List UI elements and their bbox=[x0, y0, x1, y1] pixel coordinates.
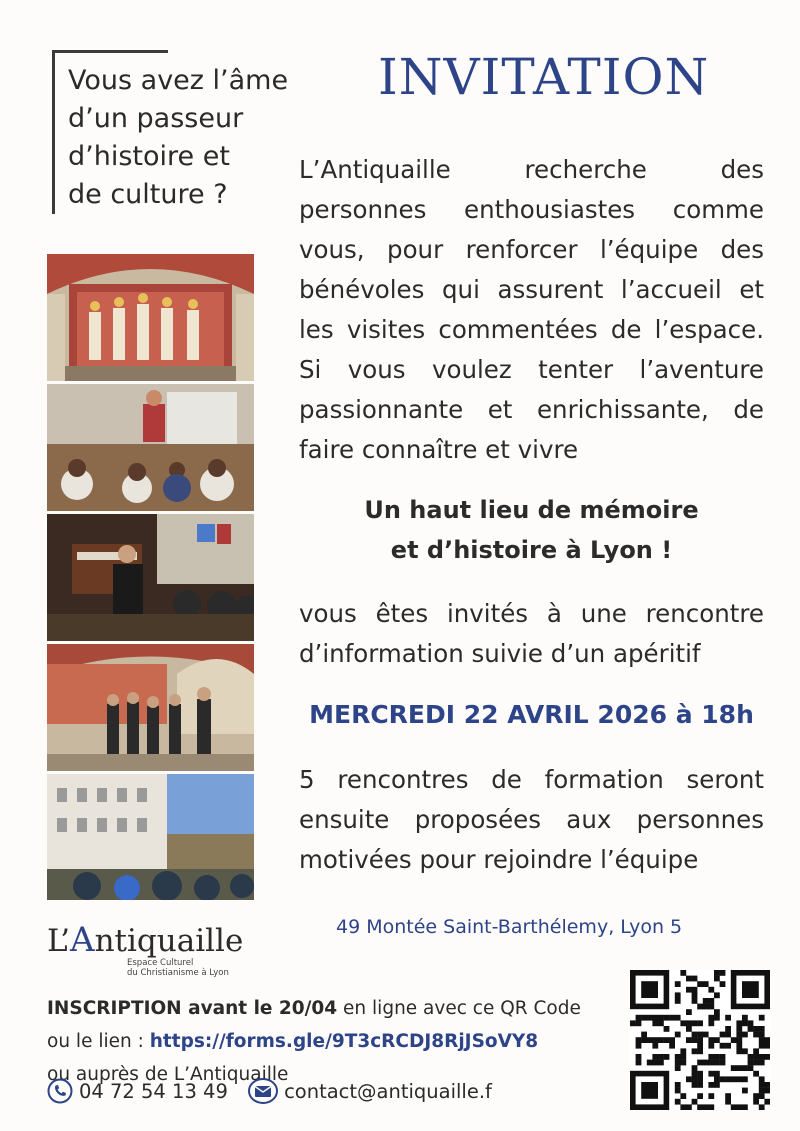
paragraph-line: Si vous voulez tenter l’aventure bbox=[299, 355, 764, 384]
registration-link-prefix: ou le lien : bbox=[47, 1031, 150, 1052]
paragraph-line: ensuite proposées aux personnes bbox=[299, 805, 764, 834]
email-address: contact@antiquaille.f bbox=[284, 1079, 492, 1103]
registration-info bbox=[47, 992, 617, 1091]
highlight-line: et d’histoire à Lyon ! bbox=[390, 536, 673, 564]
tagline-line: d’un passeur bbox=[68, 103, 244, 134]
logo-subtitle bbox=[127, 958, 229, 978]
paragraph-line: les visites commentées de l’espace. bbox=[299, 315, 764, 344]
highlight-heading bbox=[299, 490, 764, 570]
training-paragraph bbox=[299, 760, 764, 880]
paragraph-line: vous êtes invités à une rencontre bbox=[299, 599, 764, 628]
paragraph-line: passionnante et enrichissante, de bbox=[299, 395, 764, 424]
registration-link[interactable]: https://forms.gle/9T3cRCDJ8RjJSoVY8 bbox=[149, 1031, 539, 1052]
intro-paragraph bbox=[299, 150, 764, 470]
paragraph-line: personnes enthousiastes comme bbox=[299, 195, 764, 224]
qr-code[interactable] bbox=[630, 970, 770, 1110]
tagline-line: de culture ? bbox=[68, 179, 228, 210]
phone-icon bbox=[47, 1078, 73, 1104]
tagline-line: Vous avez l’âme bbox=[68, 65, 289, 96]
paragraph-line: 5 rencontres de formation seront bbox=[299, 765, 764, 794]
paragraph-line: motivées pour rejoindre l’équipe bbox=[299, 845, 699, 874]
paragraph-line: bénévoles qui assurent l’accueil et bbox=[299, 275, 764, 304]
paragraph-line: d’information suivie d’un apéritif bbox=[299, 639, 701, 668]
paragraph-line: faire connaître et vivre bbox=[299, 435, 579, 464]
photo-crypt-visit bbox=[47, 644, 254, 771]
logo-prefix: L’ bbox=[47, 923, 71, 959]
paragraph-line: vous, pour renforcer l’équipe des bbox=[299, 235, 764, 264]
phone-number: 04 72 54 13 49 bbox=[79, 1079, 228, 1103]
photo-concert bbox=[47, 514, 254, 641]
registration-text: en ligne avec ce QR Code bbox=[337, 998, 581, 1019]
paragraph-line: L’Antiquaille recherche des bbox=[299, 155, 764, 184]
page-title: INVITATION bbox=[378, 48, 710, 106]
event-date: MERCREDI 22 AVRIL 2026 à 18h bbox=[309, 700, 754, 729]
highlight-line: Un haut lieu de mémoire bbox=[364, 496, 699, 524]
photo-fresco bbox=[47, 254, 254, 381]
photo-outdoor-group bbox=[47, 774, 254, 900]
envelope-icon bbox=[248, 1078, 278, 1104]
logo-subtitle-line: Espace Culturel bbox=[127, 958, 194, 968]
registration-line-1 bbox=[47, 992, 617, 1025]
registration-line-2 bbox=[47, 1025, 617, 1058]
address: 49 Montée Saint-Barthélemy, Lyon 5 bbox=[336, 916, 683, 938]
contact-info bbox=[47, 1078, 506, 1109]
invite-paragraph bbox=[299, 594, 764, 674]
phone-item[interactable] bbox=[47, 1078, 228, 1104]
email-item[interactable] bbox=[248, 1078, 492, 1104]
photo-column bbox=[47, 254, 254, 900]
photo-classroom bbox=[47, 384, 254, 511]
logo-subtitle-line: du Christianisme à Lyon bbox=[127, 968, 229, 978]
antiquaille-logo bbox=[47, 906, 267, 986]
registration-line-3: ou auprès de L’Antiquaille bbox=[47, 1064, 289, 1085]
tagline-line: d’histoire et bbox=[68, 141, 230, 172]
registration-deadline: INSCRIPTION avant le 20/04 bbox=[47, 998, 338, 1019]
logo-rest: ntiquaille bbox=[94, 923, 244, 959]
logo-wordmark bbox=[47, 920, 243, 960]
tagline bbox=[68, 62, 328, 214]
logo-letter-a: A bbox=[70, 920, 95, 960]
